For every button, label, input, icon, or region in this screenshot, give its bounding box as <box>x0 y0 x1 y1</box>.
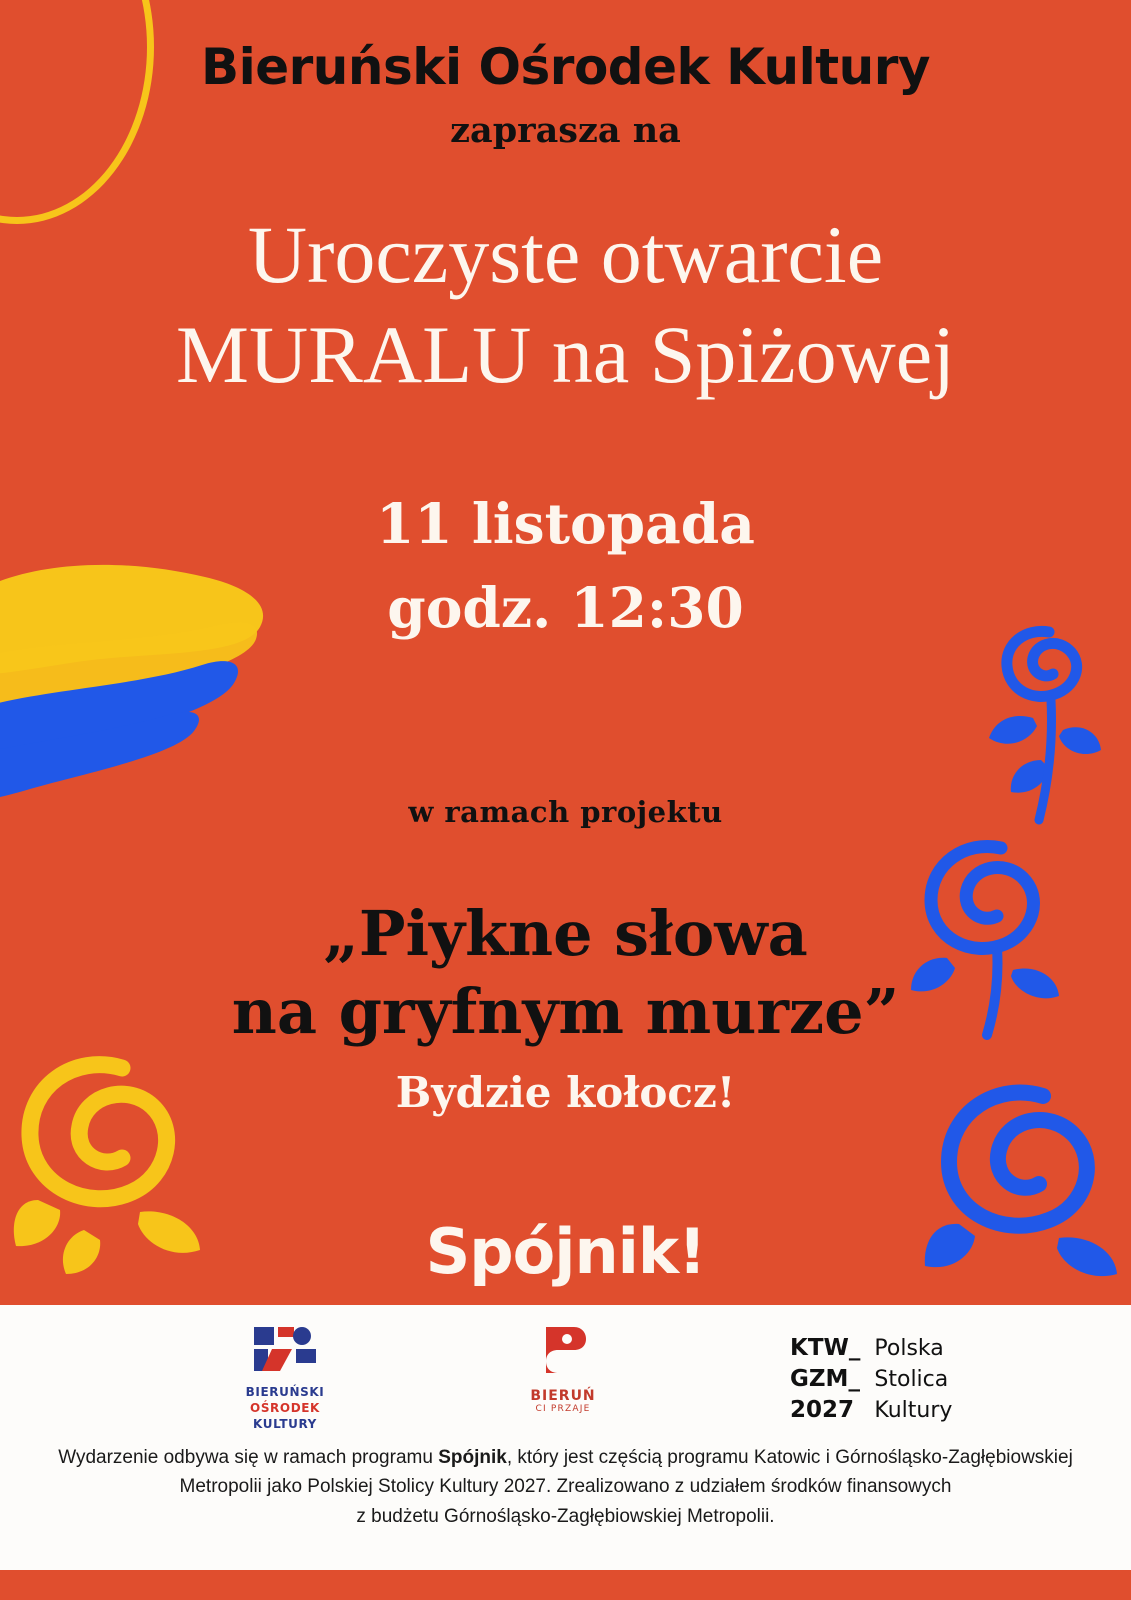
spojnik-wordmark: Spójnik! <box>425 1215 706 1288</box>
ktw-left-line-2: GZM_ <box>790 1366 860 1393</box>
ktw-left-line-1: KTW_ <box>790 1335 861 1361</box>
footer-bottom-bar <box>0 1570 1131 1600</box>
bierun-logo-tagline: CI PRZAJE <box>535 1404 591 1414</box>
organizer-title: Bieruński Ośrodek Kultury <box>200 38 931 96</box>
bok-logo-line-2: OŚRODEK <box>250 1401 320 1416</box>
invitation-line: zaprasza na <box>450 110 681 151</box>
event-title-line-2 <box>0 305 1131 405</box>
bok-logo-line-3: KULTURY <box>253 1417 317 1432</box>
project-name-line-2: na gryfnym murze” <box>231 974 900 1048</box>
ktw-left-column <box>790 1333 860 1427</box>
partner-logos-row <box>0 1317 1131 1432</box>
poster-footer <box>0 1305 1131 1570</box>
bierunski-osrodek-kultury-logo <box>210 1325 360 1433</box>
funding-disclaimer-line-1 <box>0 1443 1131 1472</box>
funding-disclaimer-line-2: Metropolii jako Polskiej Stolicy Kultury 2027. Zrealizowano z udziałem środków finansowych <box>179 1476 952 1498</box>
bok-logo-line-1: BIERUŃSKI <box>245 1385 325 1399</box>
bok-mark-icon <box>252 1325 318 1373</box>
funding-disclaimer-line-1-a: Wydarzenie odbywa się w ramach programu <box>58 1447 439 1468</box>
event-title <box>0 205 1131 405</box>
extra-note: Bydzie kołocz! <box>395 1068 736 1117</box>
project-name-line-1: „Piykne słowa <box>323 897 808 970</box>
bierun-ci-przaje-logo <box>488 1325 638 1414</box>
polska-stolica-kultury-2027-logo <box>790 1333 952 1427</box>
ktw-right-line-3: Kultury <box>874 1398 953 1424</box>
bierun-logo-name: BIERUŃ <box>530 1388 596 1404</box>
event-datetime <box>0 482 1131 649</box>
funding-disclaimer <box>0 1443 1131 1531</box>
rose-icon-yellow <box>10 1040 230 1280</box>
event-title-line-2-a: MURALU na <box>176 309 650 401</box>
ktw-right-line-1: Polska <box>874 1336 944 1361</box>
event-time: godz. 12:30 <box>387 574 744 640</box>
rose-icon-blue-small <box>979 610 1109 840</box>
rose-icon-blue-large <box>923 1070 1123 1300</box>
ktw-left-line-3: 2027 <box>790 1397 855 1424</box>
bok-logo-text <box>210 1384 360 1433</box>
event-date: 11 listopada <box>376 491 755 556</box>
funding-disclaimer-program: Spójnik <box>438 1447 507 1468</box>
project-label: w ramach projektu <box>408 795 723 829</box>
event-title-line-2-b: Spiżowej <box>649 309 955 401</box>
rose-icon-blue-medium <box>909 830 1069 1040</box>
bierun-mark-icon <box>540 1325 586 1375</box>
funding-disclaimer-line-1-c: , który jest częścią programu Katowic i Górnośląsko-Zagłębiowskiej <box>506 1447 1073 1468</box>
ktw-right-column <box>874 1333 952 1427</box>
event-title-line-1: Uroczyste otwarcie <box>247 209 884 300</box>
funding-disclaimer-line-3: z budżetu Górnośląsko-Zagłębiowskiej Metropolii. <box>356 1505 775 1527</box>
ktw-right-line-2: Stolica <box>874 1367 949 1393</box>
